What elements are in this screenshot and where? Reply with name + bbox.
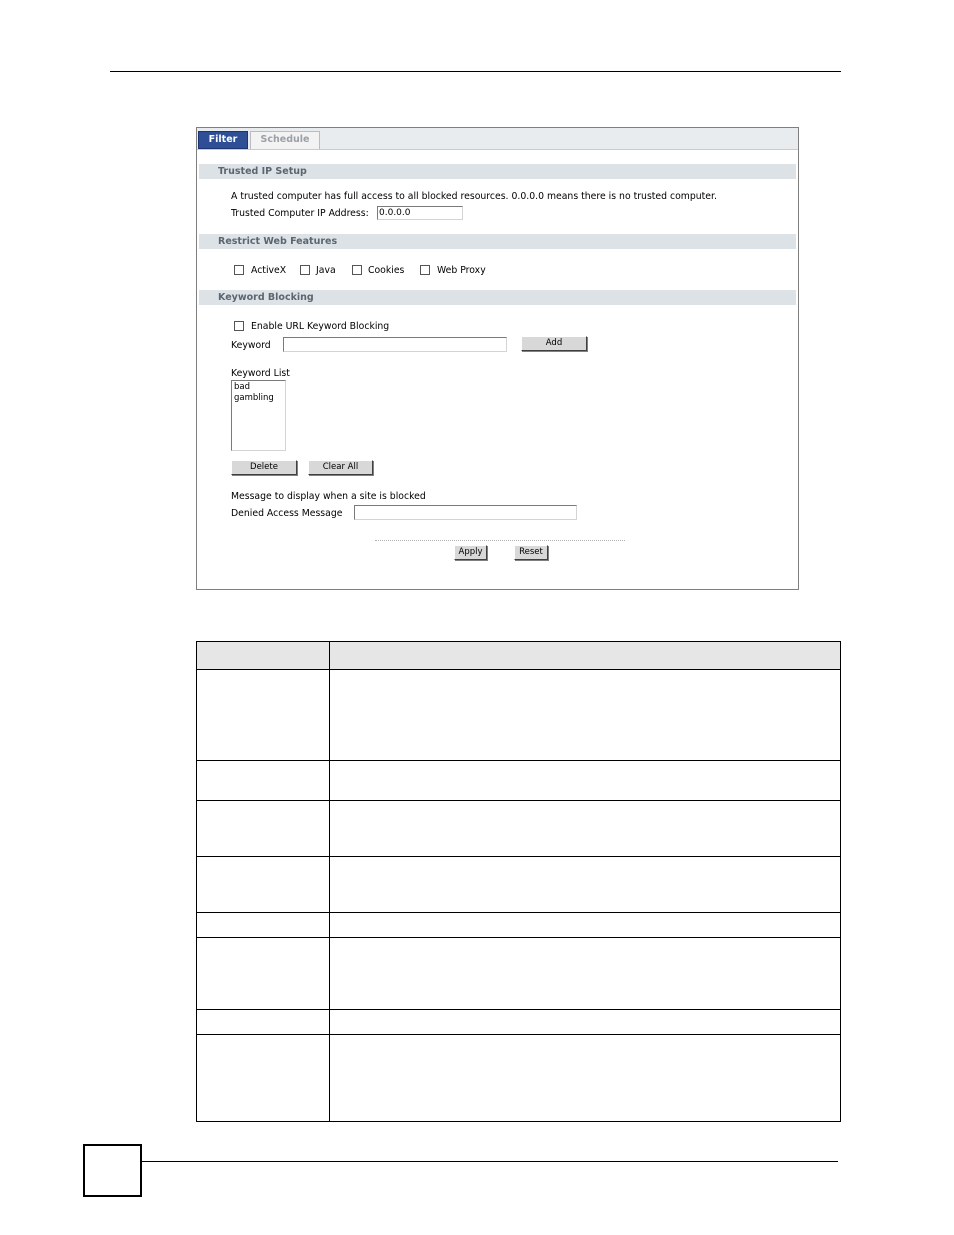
table-row <box>197 1010 841 1035</box>
list-item[interactable]: bad <box>234 382 250 392</box>
tab-schedule[interactable]: Schedule <box>250 131 320 149</box>
section-title: Restrict Web Features <box>218 236 338 247</box>
apply-button[interactable]: Apply <box>454 545 487 560</box>
activex-label: ActiveX <box>251 265 287 276</box>
header-rule <box>110 71 841 72</box>
table-cell <box>197 938 330 1010</box>
table-row <box>197 801 841 857</box>
table-row <box>197 761 841 801</box>
cookies-label: Cookies <box>368 265 405 276</box>
divider <box>375 540 625 541</box>
table-row <box>197 938 841 1010</box>
activex-checkbox[interactable] <box>234 265 244 275</box>
table-cell <box>197 670 330 761</box>
enable-url-keyword-checkbox[interactable] <box>234 321 244 331</box>
table-cell <box>330 857 841 913</box>
table-cell <box>197 913 330 938</box>
footer-rule <box>141 1161 838 1162</box>
table-cell <box>330 761 841 801</box>
table-header-cell <box>330 642 841 670</box>
list-item[interactable]: gambling <box>234 393 274 403</box>
add-button[interactable]: Add <box>521 336 587 351</box>
java-checkbox[interactable] <box>300 265 310 275</box>
trusted-ip-label: Trusted Computer IP Address: <box>231 208 369 219</box>
keyword-list[interactable] <box>231 380 286 451</box>
table-cell <box>197 801 330 857</box>
trusted-ip-input[interactable] <box>377 206 463 220</box>
web-proxy-checkbox[interactable] <box>420 265 430 275</box>
keyword-label: Keyword <box>231 340 271 351</box>
field-description-table <box>196 641 841 1122</box>
trusted-ip-description: A trusted computer has full access to all blocked resources. 0.0.0.0 means there is no trusted computer. <box>231 191 717 202</box>
keyword-blocking-section-header <box>199 290 796 305</box>
tab-bar <box>197 128 798 150</box>
keyword-input[interactable] <box>283 337 507 352</box>
page-number-box <box>83 1144 142 1197</box>
table-row <box>197 670 841 761</box>
java-label: Java <box>316 265 336 276</box>
table-row <box>197 857 841 913</box>
table-cell <box>197 761 330 801</box>
trusted-ip-section-header <box>199 164 796 179</box>
table-header-cell <box>197 642 330 670</box>
table-cell <box>330 913 841 938</box>
table-row <box>197 1035 841 1122</box>
table-cell <box>330 670 841 761</box>
table-cell <box>330 1035 841 1122</box>
message-caption: Message to display when a site is blocked <box>231 491 426 502</box>
content-filter-screen <box>196 127 799 590</box>
table-cell <box>197 1010 330 1035</box>
table-header-row <box>197 642 841 670</box>
denied-access-input[interactable] <box>354 505 577 520</box>
cookies-checkbox[interactable] <box>352 265 362 275</box>
enable-url-keyword-label: Enable URL Keyword Blocking <box>251 321 390 332</box>
clear-all-button[interactable]: Clear All <box>308 460 373 475</box>
keyword-list-label: Keyword List <box>231 368 290 379</box>
restrict-web-section-header <box>199 234 796 249</box>
table-cell <box>197 857 330 913</box>
table-cell <box>330 801 841 857</box>
denied-access-label: Denied Access Message <box>231 508 343 519</box>
delete-button[interactable]: Delete <box>231 460 297 475</box>
reset-button[interactable]: Reset <box>514 545 548 560</box>
table-row <box>197 913 841 938</box>
web-proxy-label: Web Proxy <box>437 265 486 276</box>
section-title: Trusted IP Setup <box>218 166 307 177</box>
tab-filter[interactable]: Filter <box>198 131 248 149</box>
section-title: Keyword Blocking <box>218 292 314 303</box>
table-cell <box>330 1010 841 1035</box>
table-cell <box>330 938 841 1010</box>
table-cell <box>197 1035 330 1122</box>
